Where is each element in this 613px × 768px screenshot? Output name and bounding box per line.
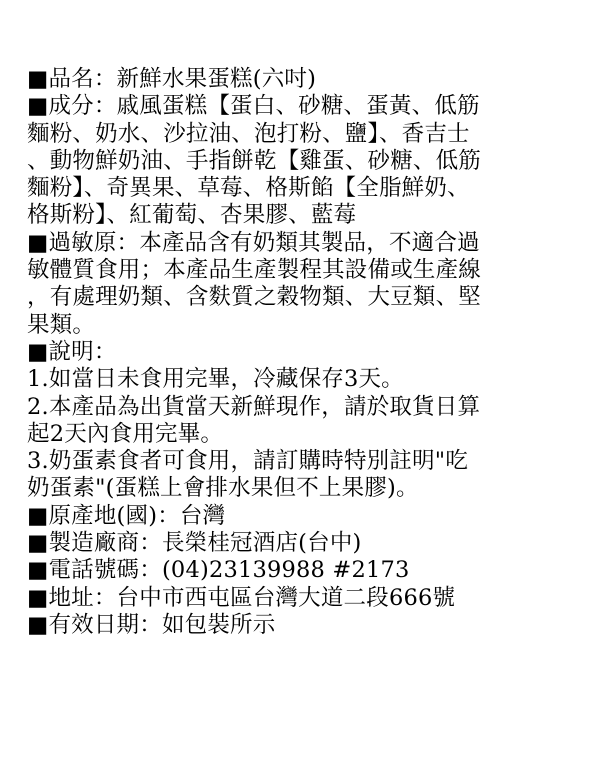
allergen-line-1: ■過敏原：本產品含有奶類其製品，不適合過 <box>27 229 480 256</box>
ingredients-line-2: 麵粉、奶水、沙拉油、泡打粉、鹽】、香吉士 <box>27 120 470 147</box>
product-label-text <box>27 66 587 639</box>
manufacturer-line: ■製造廠商：長榮桂冠酒店(台中) <box>27 530 362 557</box>
ingredients-line-1: ■成分：戚風蛋糕【蛋白、砂糖、蛋黃、低筋 <box>27 93 480 120</box>
allergen-line-3: ，有處理奶類、含麩質之穀物類、大豆類、堅 <box>27 284 482 311</box>
note-2-line-2: 起2天內食用完畢。 <box>27 420 224 447</box>
phone-line: ■電話號碼：(04)23139988 #2173 <box>27 557 410 584</box>
origin-line: ■原產地(國)：台灣 <box>27 502 226 529</box>
address-line: ■地址：台中市西屯區台灣大道二段666號 <box>27 584 456 611</box>
expiry-line: ■有效日期：如包裝所示 <box>27 611 276 638</box>
allergen-line-2: 敏體質食用；本產品生產製程其設備或生產線 <box>27 257 482 284</box>
note-3-line-2: 奶蛋素"(蛋糕上會排水果但不上果膠)。 <box>27 475 419 502</box>
note-3-line-1: 3.奶蛋素食者可食用，請訂購時特別註明"吃 <box>27 448 469 475</box>
ingredients-line-5: 格斯粉】、紅葡萄、杏果膠、藍莓 <box>27 202 357 229</box>
ingredients-line-3: 、動物鮮奶油、手指餅乾【雞蛋、砂糖、低筋 <box>27 147 482 174</box>
allergen-line-4: 果類。 <box>27 311 96 338</box>
note-2-line-1: 2.本產品為出貨當天新鮮現作，請於取貨日算 <box>27 393 481 420</box>
note-1: 1.如當日未食用完畢，冷藏保存3天。 <box>27 366 404 393</box>
product-name-line: ■品名：新鮮水果蛋糕(六吋) <box>27 66 317 92</box>
notes-heading: ■說明： <box>27 338 117 365</box>
ingredients-line-4: 麵粉】、奇異果、草莓、格斯餡【全脂鮮奶、 <box>27 175 470 202</box>
